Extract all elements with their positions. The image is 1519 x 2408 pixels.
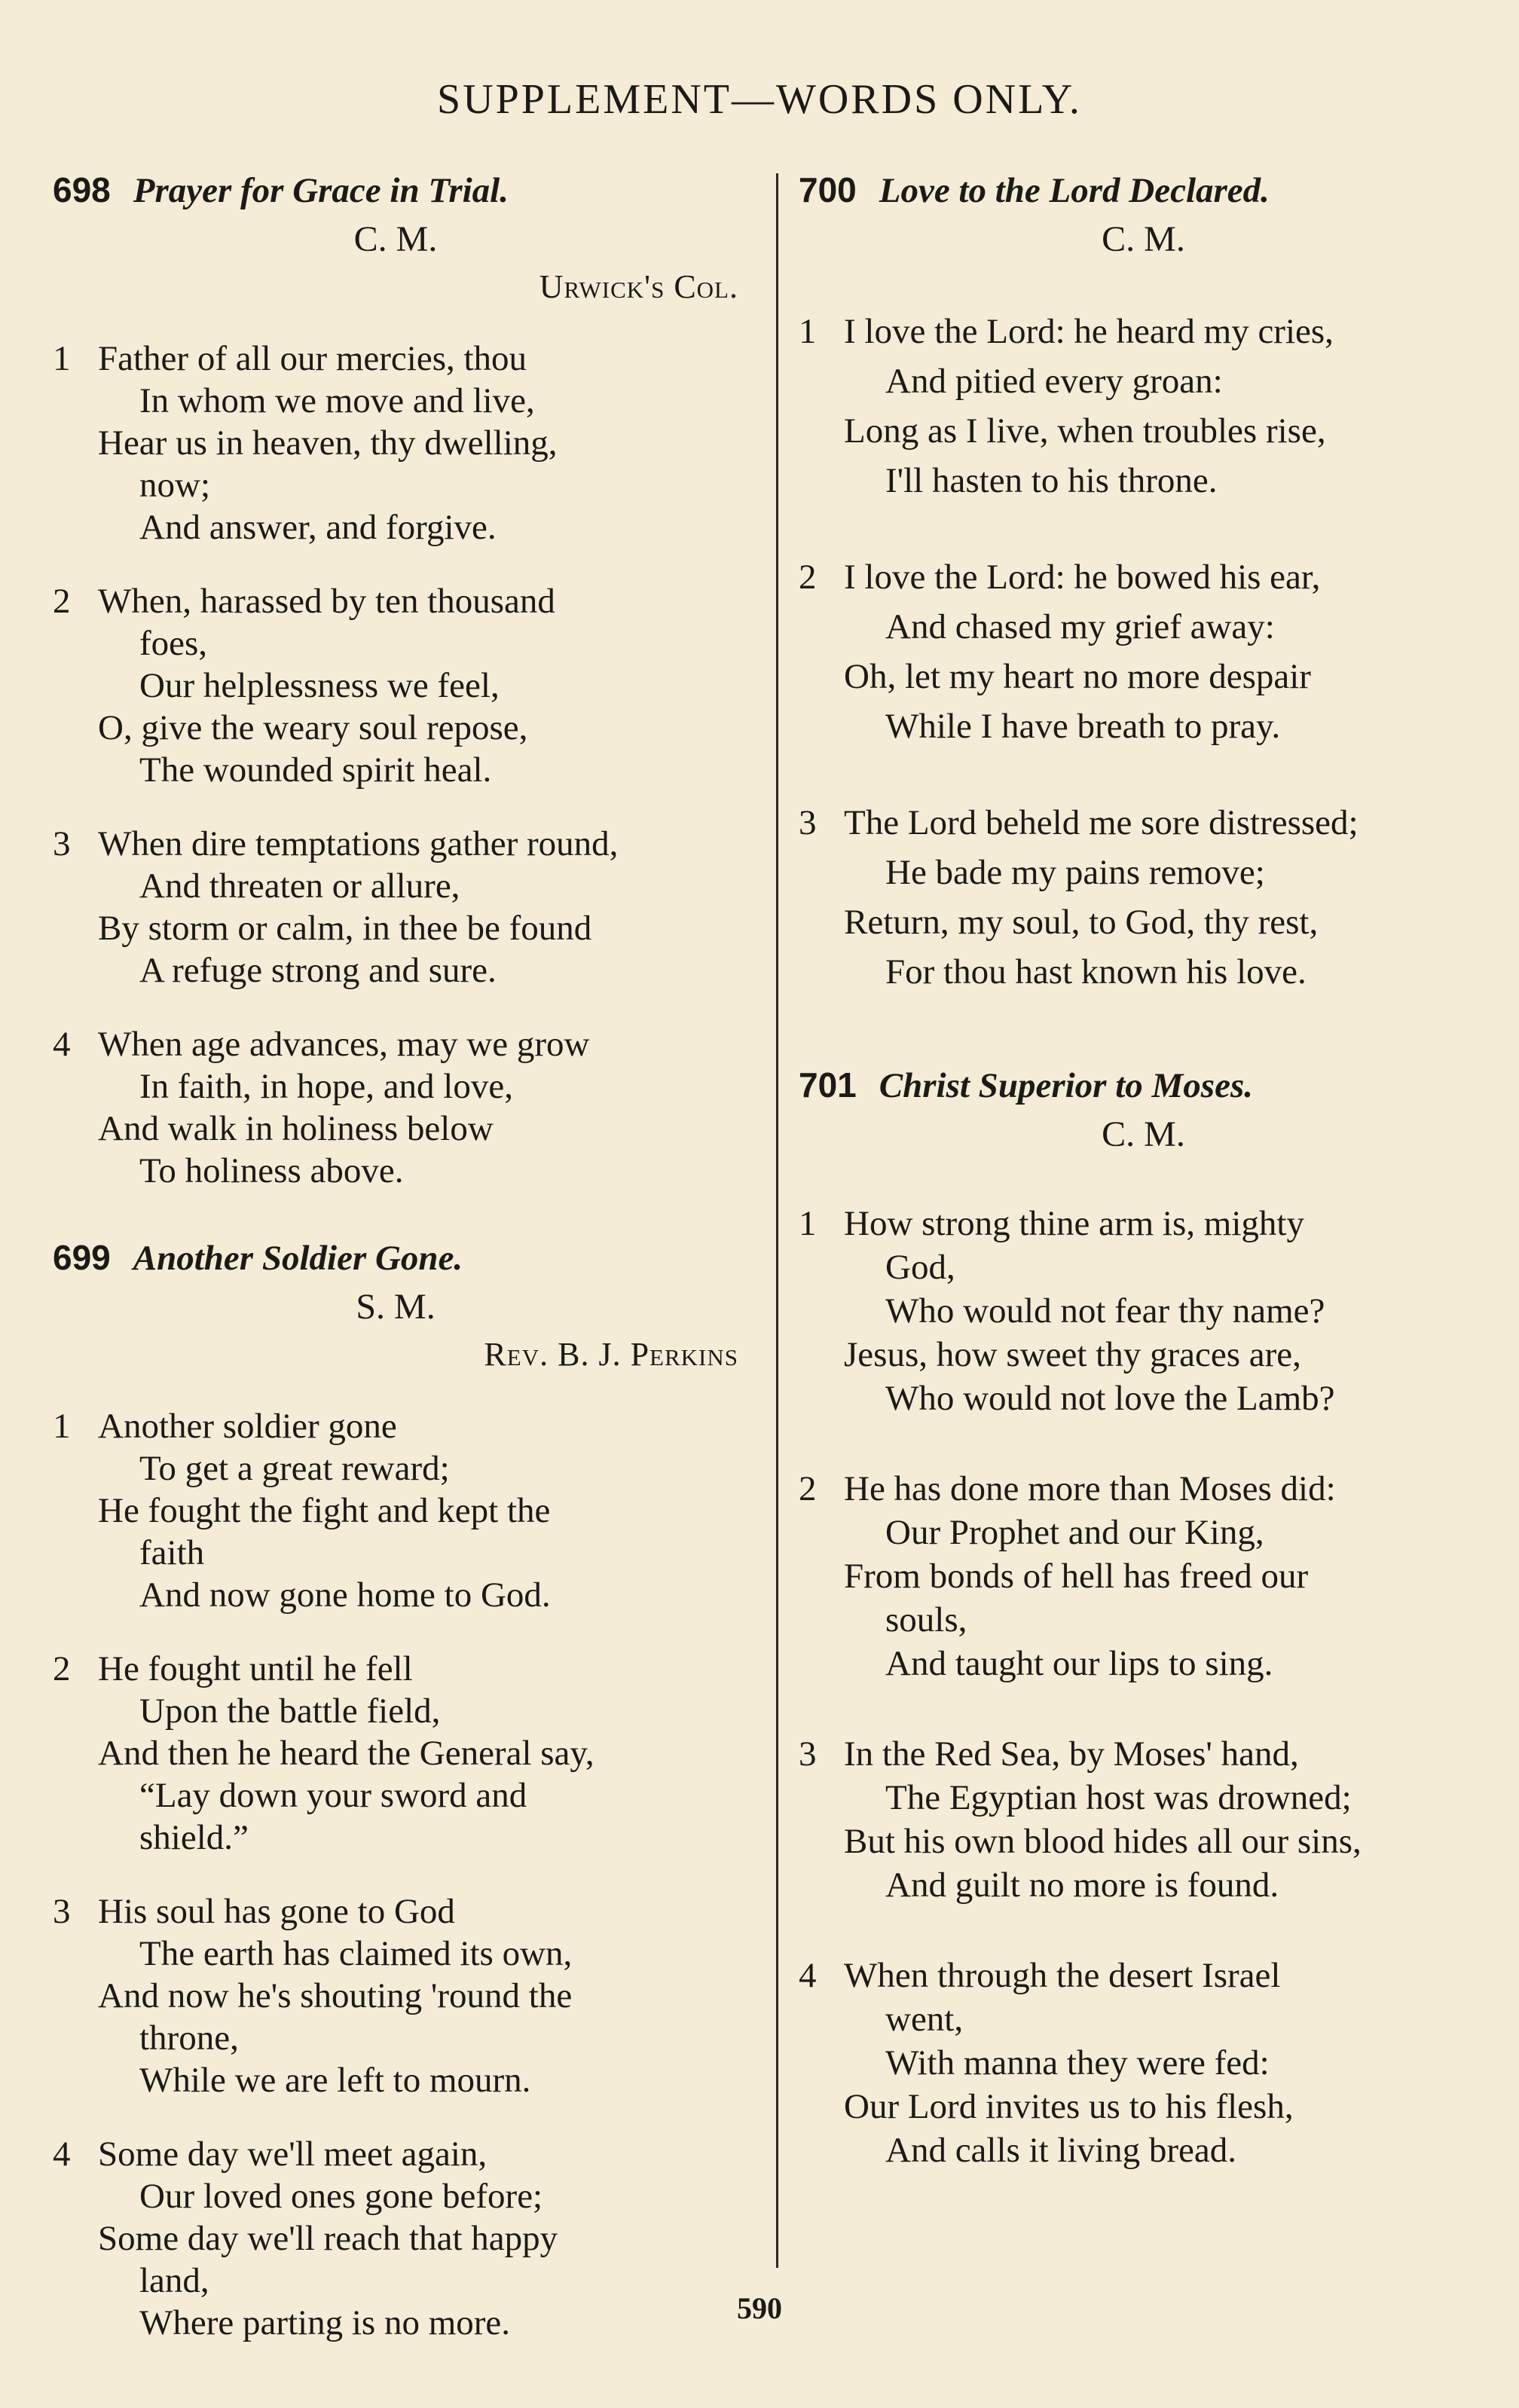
verse-line: While we are left to mourn.	[139, 2061, 531, 2100]
verse-line: And answer, and forgive.	[139, 508, 497, 547]
verse-line: I love the Lord: he heard my cries,	[844, 312, 1334, 351]
hymn-heading	[799, 170, 1488, 211]
stanza	[53, 1890, 738, 2101]
verse-line: In the Red Sea, by Moses' hand,	[844, 1734, 1299, 1774]
hymn-heading	[799, 1065, 1488, 1106]
verse-line: Who would not love the Lamb?	[885, 1379, 1335, 1418]
stanza-number: 3	[799, 1734, 817, 1774]
verse-line: He has done more than Moses did:	[844, 1469, 1336, 1508]
verse-line: And walk in holiness below	[98, 1109, 494, 1148]
verse-line: Another soldier gone	[98, 1407, 397, 1446]
verse-line: Upon the battle field,	[139, 1691, 441, 1731]
verse-line: The wounded spirit heal.	[139, 750, 492, 790]
verse-line: Our loved ones gone before;	[139, 2177, 543, 2216]
left-column	[53, 170, 738, 2365]
stanza-number: 1	[53, 339, 71, 378]
stanza-number: 3	[799, 803, 817, 842]
verse-line: shield.”	[139, 1818, 249, 1857]
verse-line: For thou hast known his love.	[885, 952, 1307, 992]
stanza-number: 1	[799, 312, 817, 351]
hymn-title: Christ Superior to Moses.	[879, 1066, 1254, 1105]
stanza	[799, 307, 1488, 506]
hymn-701	[799, 1065, 1488, 2172]
verse-line: How strong thine arm is, mighty	[844, 1204, 1304, 1243]
stanza	[53, 1023, 738, 1192]
verse-line: But his own blood hides all our sins,	[844, 1822, 1362, 1861]
hymn-number: 700	[799, 170, 857, 209]
stanza-number: 1	[53, 1407, 71, 1446]
verse-line: Some day we'll reach that happy	[98, 2219, 558, 2258]
verse-line: The Egyptian host was drowned;	[885, 1778, 1352, 1817]
verse-line: Father of all our mercies, thou	[98, 339, 527, 378]
stanza	[53, 580, 738, 791]
hymn-meter: C. M.	[353, 219, 438, 259]
verse-line: And now gone home to God.	[139, 1575, 551, 1615]
verse-line: By storm or calm, in thee be found	[98, 909, 592, 948]
column-divider	[776, 173, 778, 2268]
hymn-number: 698	[53, 170, 111, 209]
stanza-number: 2	[799, 558, 817, 597]
verse-line: To holiness above.	[139, 1151, 404, 1190]
stanza	[799, 552, 1488, 751]
verse-line: In whom we move and live,	[139, 381, 535, 420]
stanza	[53, 338, 738, 549]
stanza-number: 3	[53, 1892, 71, 1931]
hymn-700	[799, 170, 1488, 997]
verse-line: The Lord beheld me sore distressed;	[844, 803, 1359, 842]
page-number: 590	[737, 2291, 782, 2325]
verse-line: His soul has gone to God	[98, 1892, 455, 1931]
verse-line: went,	[885, 2000, 964, 2039]
stanza-number: 4	[53, 1025, 71, 1064]
verse-line: He bade my pains remove;	[885, 853, 1265, 892]
verse-line: Our helplessness we feel,	[139, 666, 500, 705]
verse-line: Long as I live, when troubles rise,	[844, 411, 1326, 451]
verse-line: In faith, in hope, and love,	[139, 1067, 513, 1106]
verse-line: From bonds of hell has freed our	[844, 1557, 1309, 1596]
verse-line: Hear us in heaven, thy dwelling,	[98, 423, 558, 463]
verse-line: now;	[139, 466, 210, 505]
hymn-meter: C. M.	[1102, 219, 1185, 259]
verse-line: When age advances, may we grow	[98, 1025, 590, 1064]
stanza	[799, 1732, 1488, 1907]
stanza	[53, 823, 738, 992]
verse-line: Jesus, how sweet thy graces are,	[844, 1335, 1301, 1374]
verse-line: When, harassed by ten thousand	[98, 582, 555, 621]
verse-line: He fought until he fell	[98, 1649, 413, 1688]
verse-line: And taught our lips to sing.	[885, 1644, 1273, 1683]
hymn-number: 699	[53, 1238, 111, 1277]
hymn-meter: S. M.	[356, 1287, 436, 1327]
verse-line: While I have breath to pray.	[885, 707, 1281, 746]
verse-line: And chased my grief away:	[885, 607, 1275, 646]
hymn-number: 701	[799, 1065, 857, 1105]
verse-line: “Lay down your sword and	[139, 1776, 527, 1815]
verse-line: Oh, let my heart no more despair	[844, 657, 1311, 696]
stanza-number: 2	[53, 582, 71, 621]
stanza-number: 4	[799, 1956, 817, 1995]
verse-line: And now he's shouting 'round the	[98, 1976, 573, 2015]
stanza	[799, 798, 1488, 997]
hymn-title: Love to the Lord Declared.	[879, 171, 1270, 210]
hymn-title: Another Soldier Gone.	[133, 1239, 463, 1278]
verse-line: throne,	[139, 2018, 239, 2058]
verse-line: And threaten or allure,	[139, 866, 460, 906]
verse-line: Our Lord invites us to his flesh,	[844, 2087, 1294, 2126]
hymn-heading	[53, 1237, 738, 1279]
verse-line: Where parting is no more.	[139, 2303, 511, 2342]
verse-line: faith	[139, 1533, 205, 1572]
verse-line: Who would not fear thy name?	[885, 1291, 1325, 1331]
verse-line: A refuge strong and sure.	[139, 951, 497, 990]
hymn-title: Prayer for Grace in Trial.	[133, 171, 509, 210]
verse-line: God,	[885, 1248, 955, 1287]
stanza-number: 3	[53, 824, 71, 863]
verse-line: When dire temptations gather round,	[98, 824, 619, 863]
verse-line: Some day we'll meet again,	[98, 2135, 487, 2174]
stanza	[799, 1467, 1488, 1685]
hymn-meter: C. M.	[1102, 1114, 1185, 1154]
verse-line: land,	[139, 2261, 209, 2300]
verse-line: When through the desert Israel	[844, 1956, 1281, 1995]
verse-line: The earth has claimed its own,	[139, 1934, 573, 1973]
hymn-698	[53, 170, 738, 1192]
stanza-number: 2	[799, 1469, 817, 1508]
verse-line: souls,	[885, 1600, 967, 1639]
verse-line: And pitied every groan:	[885, 362, 1223, 401]
stanza	[799, 1202, 1488, 1420]
right-column	[799, 170, 1488, 2202]
verse-line: I love the Lord: he bowed his ear,	[844, 558, 1321, 597]
stanza-number: 4	[53, 2135, 71, 2174]
verse-line: He fought the fight and kept the	[98, 1491, 551, 1530]
verse-line: To get a great reward;	[139, 1449, 450, 1488]
stanza	[799, 1954, 1488, 2172]
verse-line: O, give the weary soul repose,	[98, 708, 528, 747]
hymn-heading	[53, 170, 738, 211]
hymn-699	[53, 1237, 738, 2344]
verse-line: foes,	[139, 624, 208, 663]
verse-line: I'll hasten to his throne.	[885, 461, 1218, 500]
hymn-tune: Urwick's Col.	[539, 268, 738, 305]
stanza	[53, 1405, 738, 1616]
verse-line: And then he heard the General say,	[98, 1734, 594, 1773]
page-title: SUPPLEMENT—WORDS ONLY.	[437, 76, 1082, 123]
stanza	[53, 1648, 738, 1859]
stanza-number: 1	[799, 1204, 817, 1243]
verse-line: With manna they were fed:	[885, 2043, 1270, 2083]
verse-line: And calls it living bread.	[885, 2131, 1236, 2170]
verse-line: Our Prophet and our King,	[885, 1513, 1264, 1552]
verse-line: And guilt no more is found.	[885, 1866, 1279, 1905]
stanza-number: 2	[53, 1649, 71, 1688]
hymn-tune: Rev. B. J. Perkins	[484, 1336, 738, 1373]
verse-line: Return, my soul, to God, thy rest,	[844, 903, 1319, 942]
